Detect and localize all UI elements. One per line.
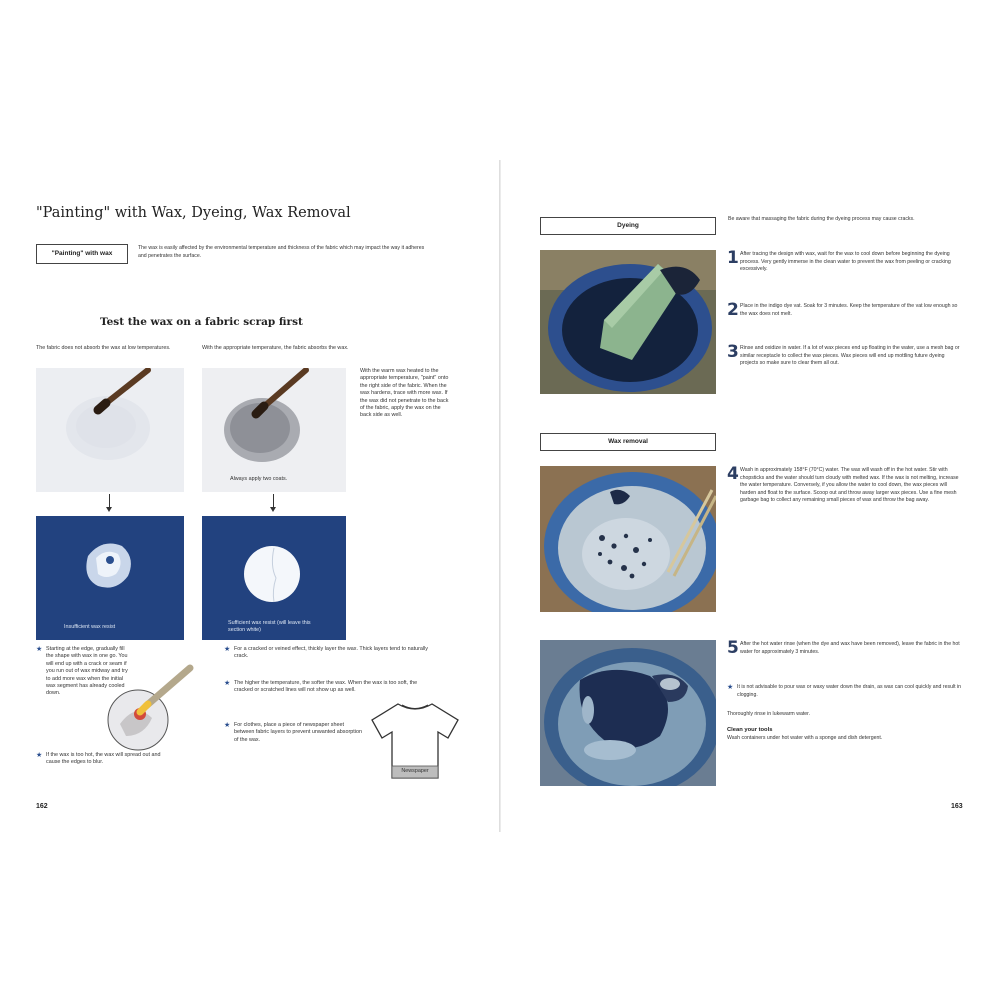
photo-hot-rinse bbox=[540, 640, 716, 786]
clean-text: Wash containers under hot water with a sponge and dish detergent. bbox=[727, 735, 883, 741]
clean-heading: Clean your tools bbox=[727, 727, 773, 733]
test-heading: Test the wax on a fabric scrap first bbox=[100, 316, 303, 328]
page-number-left: 162 bbox=[36, 803, 48, 810]
step-number-4: 4 bbox=[727, 464, 739, 484]
bullet-mid-2: The higher the temperature, the softer the wax. When the wax is too soft, the cracked or scratched lines will not show up as well. bbox=[234, 680, 418, 694]
page-gutter bbox=[499, 160, 501, 832]
brush-illustration bbox=[100, 662, 196, 758]
arrow-down-icon bbox=[109, 494, 110, 508]
col2-caption: With the appropriate temperature, the fabric absorbs the wax. bbox=[202, 345, 349, 351]
arrow-down-icon bbox=[273, 494, 274, 508]
star-bullet-icon: ★ bbox=[727, 684, 734, 691]
step-number-2: 2 bbox=[727, 300, 739, 320]
page-title: "Painting" with Wax, Dyeing, Wax Removal bbox=[36, 205, 351, 221]
section-label-painting: "Painting" with wax bbox=[36, 244, 128, 264]
blue2-caption: Sufficient wax resist (will leave this section white) bbox=[228, 620, 311, 634]
star-bullet-icon: ★ bbox=[36, 646, 43, 653]
dyeing-intro: Be aware that massaging the fabric during the dyeing process may cause cracks. bbox=[728, 216, 915, 222]
photo-wax-removal bbox=[540, 466, 716, 612]
intro-text: The wax is easily affected by the environmental temperature and thickness of the fabric which may impact the way it adheres and penetrates the surface. bbox=[138, 245, 425, 259]
step-text-1: After tracing the design with wax, wait for the wax to cool down before beginning the dyeing process. Very gently immerse in the clean water to prevent the wax from peeling or cracking excessively. bbox=[740, 251, 951, 273]
photo-proper-temp-wax bbox=[202, 368, 346, 492]
step-number-5: 5 bbox=[727, 638, 739, 658]
photo-dye-vat bbox=[540, 250, 716, 394]
note-bullet: It is not advisable to pour wax or waxy water down the drain, as wax can cool quickly and result in clogging. bbox=[737, 684, 962, 698]
col1-caption: The fabric does not absorb the wax at low temperatures. bbox=[36, 345, 171, 351]
section-label-dyeing: Dyeing bbox=[540, 217, 716, 235]
step-text-4: Wash in approximately 158°F (70°C) water. The wax will wash off in the hot water. Stir with chopsticks and the water should turn cloudy with melted wax. If the wax is not melting, increase the water temperature. Conversely, if you allow the water to cool down, the wax pieces will harden and float to the surface. Scoop out and throw away larger wax pieces. Use a fine mesh garbage bag to collect any remaining small pieces of wax and throw the bag away. bbox=[740, 467, 959, 504]
bullet-mid-3: For clothes, place a piece of newspaper sheet between fabric layers to prevent unwanted absorption of the wax. bbox=[234, 722, 362, 743]
blue1-caption: Insufficient wax resist bbox=[64, 624, 116, 630]
page-number-right: 163 bbox=[951, 803, 963, 810]
side-note: With the warm wax heated to the appropriate temperature, "paint" onto the right side of the fabric. When the wax hardens, trace with more wax. If the wax did not penetrate to the back of the fabric, apply the wax on the back side as well. bbox=[360, 368, 449, 419]
newspaper-label: Newspaper bbox=[401, 768, 429, 774]
bullet-left-2: If the wax is too hot, the wax will spread out and cause the edges to blur. bbox=[46, 752, 161, 766]
star-bullet-icon: ★ bbox=[36, 752, 43, 759]
bullet-mid-1: For a cracked or veined effect, thickly layer the wax. Thick layers tend to naturally crack. bbox=[234, 646, 428, 660]
step-number-3: 3 bbox=[727, 342, 739, 362]
bullet-left-1: Starting at the edge, gradually fill the shape with wax in one go. You will end up with a crack or seam if you run out of wax midway and try to add more wax when the initial wax segment has already cooled down. bbox=[46, 646, 128, 697]
step-text-5: After the hot water rinse (when the dye and wax have been removed), leave the fabric in the hot water for approximately 3 minutes. bbox=[740, 641, 960, 655]
photo-low-temp-wax bbox=[36, 368, 184, 492]
photo-sufficient-resist bbox=[202, 516, 346, 640]
star-bullet-icon: ★ bbox=[224, 646, 231, 653]
step-text-2: Place in the indigo dye vat. Soak for 3 minutes. Keep the temperature of the vat low enough so the wax does not melt. bbox=[740, 303, 958, 317]
photo2-caption: Always apply two coats. bbox=[230, 476, 288, 482]
rinse-note: Thoroughly rinse in lukewarm water. bbox=[727, 711, 811, 717]
star-bullet-icon: ★ bbox=[224, 680, 231, 687]
star-bullet-icon: ★ bbox=[224, 722, 231, 729]
step-text-3: Rinse and oxidize in water. If a lot of wax pieces end up floating in the water, use a mesh bag or similar receptacle to collect the wax pieces. Wax pieces will end up mottling future dyeing projects so make sure to clear them all out. bbox=[740, 345, 960, 367]
tshirt-illustration bbox=[368, 698, 462, 786]
step-number-1: 1 bbox=[727, 248, 739, 268]
photo-insufficient-resist bbox=[36, 516, 184, 640]
section-label-wax-removal: Wax removal bbox=[540, 433, 716, 451]
